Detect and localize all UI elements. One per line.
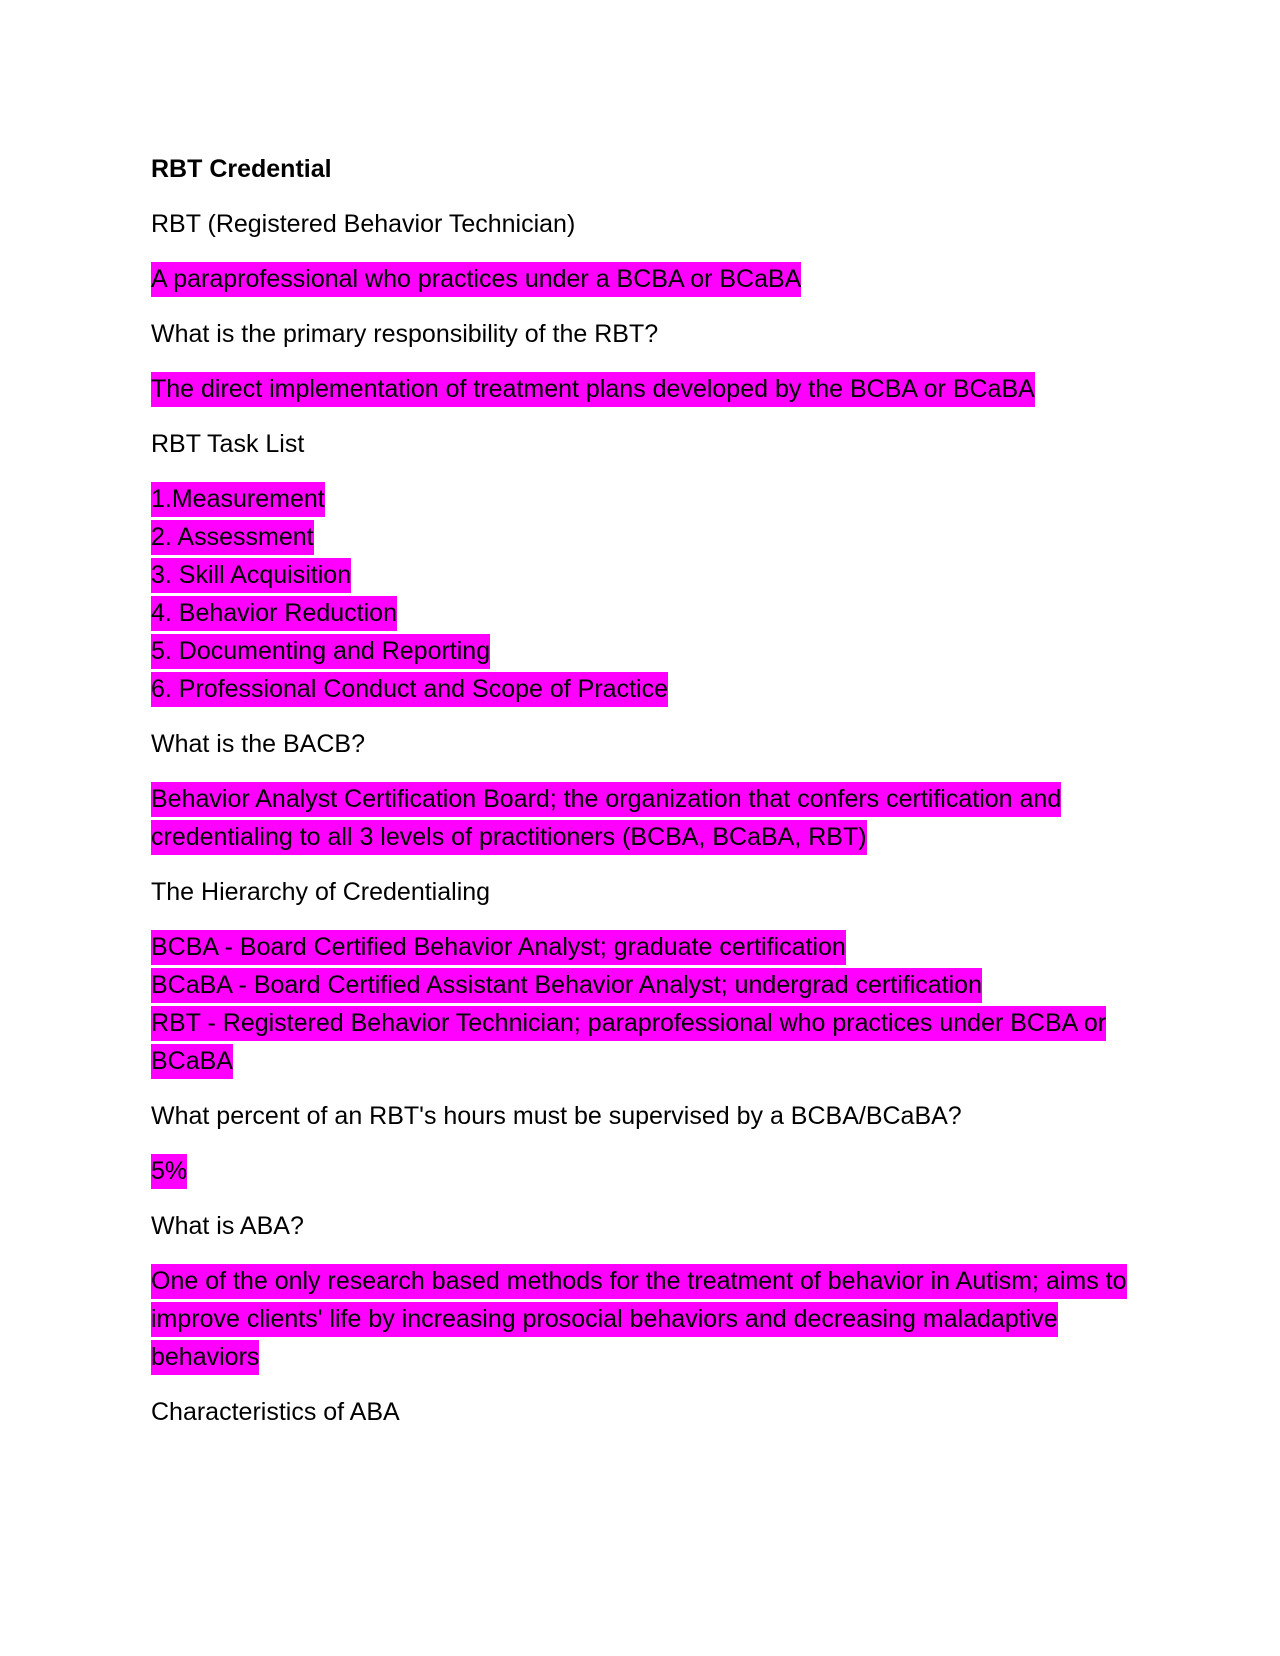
answer-rbt-definition bbox=[151, 260, 1141, 298]
hierarchy-item bbox=[151, 966, 1141, 1004]
question-rbt-definition: RBT (Registered Behavior Technician) bbox=[151, 210, 576, 238]
question-supervision-percent: What percent of an RBT's hours must be supervised by a BCBA/BCaBA? bbox=[151, 1102, 962, 1130]
answer-task-list bbox=[151, 480, 1141, 708]
task-list-item bbox=[151, 670, 1141, 708]
question-bacb: What is the BACB? bbox=[151, 730, 365, 758]
document-title: RBT Credential bbox=[151, 155, 332, 183]
highlighted-answer: 2. Assessment bbox=[151, 520, 314, 555]
highlighted-answer: BCaBA - Board Certified Assistant Behavior Analyst; undergrad certification bbox=[151, 968, 982, 1003]
highlighted-answer: One of the only research based methods for the treatment of behavior in Autism; aims to improve clients' life by increasing prosocial behaviors and decreasing maladaptive behaviors bbox=[151, 1264, 1127, 1375]
highlighted-answer: RBT - Registered Behavior Technician; paraprofessional who practices under BCBA or BCaBA bbox=[151, 1006, 1106, 1079]
highlighted-answer: The direct implementation of treatment plans developed by the BCBA or BCaBA bbox=[151, 372, 1035, 407]
document-body bbox=[151, 150, 1141, 1448]
answer-bacb bbox=[151, 780, 1141, 856]
highlighted-answer: 5% bbox=[151, 1154, 187, 1189]
task-list-item bbox=[151, 594, 1141, 632]
question-hierarchy: The Hierarchy of Credentialing bbox=[151, 878, 491, 906]
question-task-list: RBT Task List bbox=[151, 430, 305, 458]
task-list-item bbox=[151, 480, 1141, 518]
answer-hierarchy bbox=[151, 928, 1141, 1080]
question-what-is-aba: What is ABA? bbox=[151, 1212, 304, 1240]
highlighted-answer: 6. Professional Conduct and Scope of Practice bbox=[151, 672, 668, 707]
answer-primary-responsibility bbox=[151, 370, 1141, 408]
hierarchy-item bbox=[151, 928, 1141, 966]
question-characteristics-aba: Characteristics of ABA bbox=[151, 1398, 400, 1426]
highlighted-answer: BCBA - Board Certified Behavior Analyst; graduate certification bbox=[151, 930, 846, 965]
question-primary-responsibility: What is the primary responsibility of the RBT? bbox=[151, 320, 659, 348]
answer-what-is-aba bbox=[151, 1262, 1141, 1376]
task-list-item bbox=[151, 556, 1141, 594]
answer-supervision-percent bbox=[151, 1152, 1141, 1190]
hierarchy-item bbox=[151, 1004, 1141, 1080]
task-list-item bbox=[151, 632, 1141, 670]
task-list-item bbox=[151, 518, 1141, 556]
highlighted-answer: 5. Documenting and Reporting bbox=[151, 634, 490, 669]
highlighted-answer: 1.Measurement bbox=[151, 482, 325, 517]
highlighted-answer: A paraprofessional who practices under a BCBA or BCaBA bbox=[151, 262, 801, 297]
highlighted-answer: Behavior Analyst Certification Board; the organization that confers certification and credentialing to all 3 levels of practitioners (BCBA, BCaBA, RBT) bbox=[151, 782, 1061, 855]
highlighted-answer: 4. Behavior Reduction bbox=[151, 596, 397, 631]
highlighted-answer: 3. Skill Acquisition bbox=[151, 558, 351, 593]
